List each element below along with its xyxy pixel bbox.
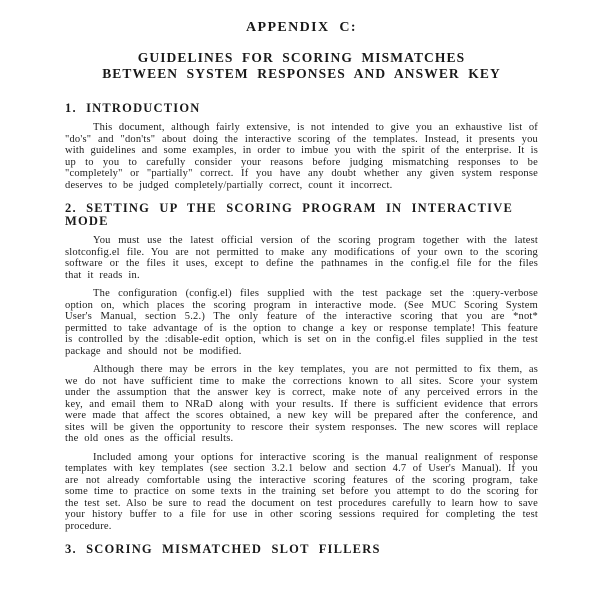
document-title-line-1: GUIDELINES FOR SCORING MISMATCHES: [137, 50, 466, 65]
section-heading-introduction: 1. INTRODUCTION: [65, 101, 201, 115]
section-heading-scoring-mismatched: 3. SCORING MISMATCHED SLOT FILLERS: [65, 542, 381, 556]
paragraph-configuration-files: The configuration (config.el) files supplied with the test package set the :query-verbose option on, which places the scoring program in interactive mode. (See MUC Scoring System User's Manual, section 5.2.) The only feature of the interactive scoring that you are *not* permitted to take advantage of is the option to change a key or response template! This feature is controlled by the :disable-edit option, which is set on in the config.el files supplied in the test package and should not be modified.: [65, 288, 538, 357]
paragraph-interactive-options: Included among your options for interactive scoring is the manual realignment of response templates with key templates (see section 3.2.1 below and section 4.7 of User's Manual). If you are not already comfortable using the interactive scoring features of the scoring program, take some time to practice on some texts in the training set before you attempt to do the scoring for the test set. Also be sure to read the document on test procedures carefully to learn how to save your history buffer to a file for use in other scoring sessions required for completing the test procedure.: [65, 451, 538, 532]
paragraph-key-errors: Although there may be errors in the key templates, you are not permitted to fix them, as we do not have sufficient time to make the corrections known to all sites. Score your system under the assumption that the answer key is correct, make note of any perceived errors in the key, and email them to NRaD along with your results. If there is sufficient evidence that errors were made that affect the scores obtained, a new key will be prepared after the conference, and sites will be given the opportunity to rescore their system responses. The new scores will replace the old ones as the official results.: [65, 364, 538, 444]
document-title-line-2: BETWEEN SYSTEM RESPONSES AND ANSWER KEY: [102, 66, 501, 81]
document-title: [65, 50, 538, 82]
section-heading-setting-up: 2. SETTING UP THE SCORING PROGRAM IN INTERACTIVE MODE: [65, 201, 513, 228]
paragraph-latest-version: You must use the latest official version of the scoring program together with the latest slotconfig.el file. You are not permitted to make any modifications of your own to the scoring software or the files it uses, except to define the pathnames in the config.el file for the files that it reads in.: [65, 235, 538, 281]
paragraph-introduction: This document, although fairly extensive, is not intended to give you an exhaustive list of "do's" and "don'ts" about doing the interactive scoring of the templates. Instead, it presents you with guidelines and some examples, in order to imbue you with the spirit of the enterprise. It is up to you to carefully consider your reasons before judging mismatching responses to be "completely" or "partially" correct. If you have any doubt whether any given system response deserves to be judged completely/partially correct, count it incorrect.: [65, 122, 538, 191]
appendix-title: APPENDIX C:: [245, 20, 357, 35]
